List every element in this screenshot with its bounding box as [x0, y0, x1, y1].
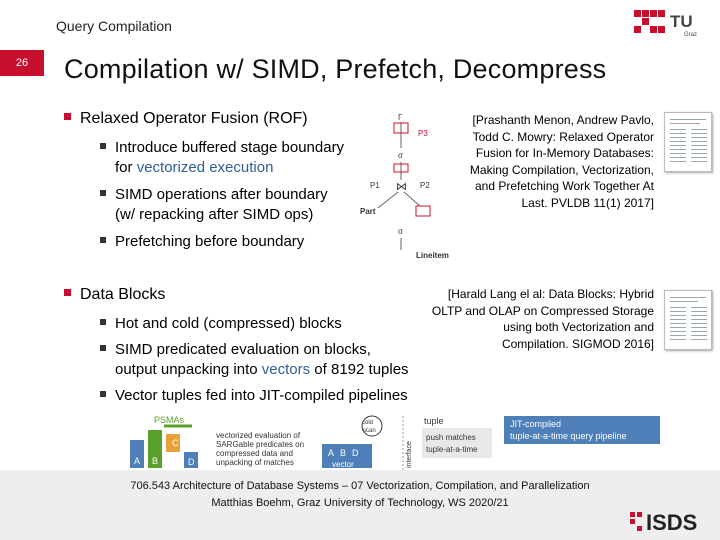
- bullet-data-blocks: [64, 286, 165, 304]
- bullet-rof: [64, 110, 308, 128]
- svg-text:scan: scan: [363, 428, 376, 434]
- isds-logo-dots: [628, 510, 644, 532]
- blocks-reference: [Harald Lang el al: Data Blocks: Hybrid OLTP and OLAP on Compressed Storage using both Vectorization and Compilation. SIGMOD 2016]: [431, 287, 654, 351]
- diagram-label-part: Part: [360, 207, 376, 216]
- blocks-paper-thumbnail: [664, 290, 712, 350]
- diagram-symbol: ⋈: [396, 181, 407, 193]
- svg-text:tuple-at-a-time query pipeline: tuple-at-a-time query pipeline: [510, 431, 627, 441]
- sub-bullet-icon: [100, 237, 106, 243]
- svg-text:D: D: [188, 457, 195, 467]
- svg-text:JIT-compiled: JIT-compiled: [510, 419, 562, 429]
- diagram-label-p3: P3: [418, 129, 428, 138]
- svg-text:B: B: [152, 456, 159, 466]
- rof-pipeline-diagram: [360, 110, 452, 262]
- diagram-label-p2: P2: [420, 181, 430, 190]
- psma-label: PSMAs: [154, 415, 185, 425]
- sub-bullet-icon: [100, 319, 106, 325]
- svg-text:vector: vector: [332, 460, 354, 469]
- rof-item-2: SIMD operations after boundary (w/ repacking after SIMD ops): [100, 185, 328, 225]
- logo-subtext: Graz: [684, 32, 698, 38]
- tu-graz-logo: [634, 8, 704, 38]
- svg-text:D: D: [352, 448, 359, 458]
- blocks-heading: Data Blocks: [80, 286, 166, 303]
- svg-text:cold: cold: [362, 420, 374, 426]
- footer-text: 706.543 Architecture of Database Systems – 07 Vectorization, Compilation, and Parallelization Matthias Boehm, Graz University of Technology, WS 2020/21: [130, 480, 590, 509]
- svg-text:A: A: [134, 456, 141, 466]
- svg-text:push matches: push matches: [426, 433, 476, 442]
- bullet-square-icon: [64, 289, 71, 296]
- svg-text:unpacking of matches: unpacking of matches: [216, 458, 294, 467]
- isds-logo: ISDS: [646, 510, 698, 535]
- sub-bullet-icon: [100, 345, 106, 351]
- rof-item-3: Prefetching before boundary: [100, 232, 304, 252]
- data-blocks-diagram: [124, 412, 664, 470]
- rof-reference: [Prashanth Menon, Andrew Pavlo, Todd C. Mowry: Relaxed Operator Fusion for In-Memory Databases: Making Compilation, Vectorization, and Prefetching Work Together At Last. PVLDB 11(1) 2017]: [469, 113, 654, 210]
- diagram-symbol: Γ: [398, 113, 403, 122]
- diagram-label-p1: P1: [370, 181, 380, 190]
- highlight-vectorized: vectorized execution: [136, 159, 274, 176]
- bullet-square-icon: [64, 113, 71, 120]
- sub-bullet-icon: [100, 190, 106, 196]
- svg-text:tuple-at-a-time: tuple-at-a-time: [426, 445, 478, 454]
- logo-text: TU: [670, 12, 693, 31]
- sub-bullet-icon: [100, 391, 106, 397]
- blocks-item-3: Vector tuples fed into JIT-compiled pipelines: [100, 386, 408, 406]
- rof-item-1: Introduce buffered stage boundary for vectorized execution: [100, 138, 344, 178]
- slide-number: 26: [0, 50, 44, 76]
- diagram-symbol: σ: [398, 151, 403, 160]
- sub-bullet-icon: [100, 143, 106, 149]
- slide-title: Compilation w/ SIMD, Prefetch, Decompress: [64, 54, 607, 84]
- svg-text:B: B: [340, 448, 347, 458]
- blocks-item-2: SIMD predicated evaluation on blocks, output unpacking into vectors of 8192 tuples: [100, 340, 409, 380]
- rof-heading: Relaxed Operator Fusion (ROF): [80, 110, 308, 127]
- svg-text:tuple: tuple: [424, 416, 444, 426]
- blocks-item-1: Hot and cold (compressed) blocks: [100, 314, 342, 334]
- highlight-vectors: vectors: [261, 361, 311, 378]
- diagram-symbol: σ: [398, 227, 403, 236]
- svg-text:SARGable predicates on: SARGable predicates on: [216, 440, 305, 449]
- svg-text:interface: interface: [406, 441, 413, 468]
- svg-text:C: C: [172, 438, 179, 448]
- diagram-label-lineitem: Lineitem: [416, 251, 449, 260]
- svg-text:compressed data and: compressed data and: [216, 449, 293, 458]
- section-title: Query Compilation: [56, 18, 172, 34]
- rof-paper-thumbnail: [664, 112, 712, 172]
- svg-text:A: A: [328, 448, 335, 458]
- svg-text:vectorized evaluation of: vectorized evaluation of: [216, 431, 301, 440]
